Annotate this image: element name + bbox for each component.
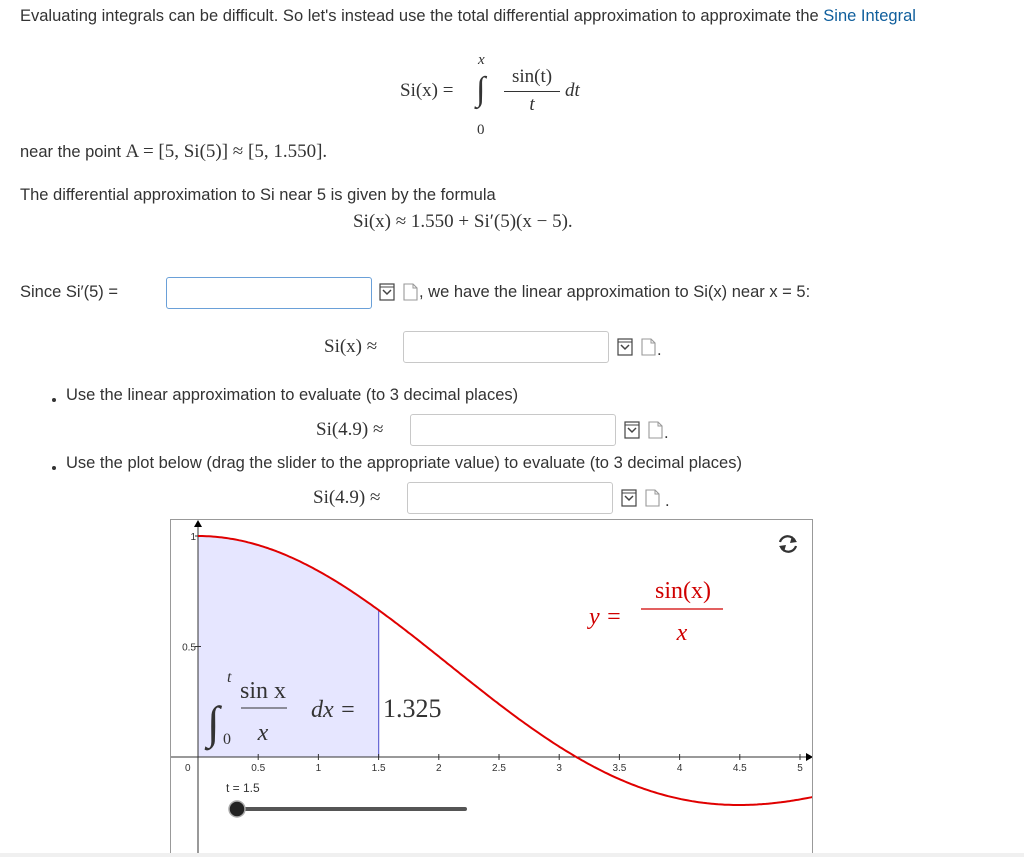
preview-icon[interactable] [617, 338, 633, 356]
point-line [20, 141, 327, 163]
si-prime-answer-input[interactable] [166, 277, 372, 309]
si49-plot-answer-input[interactable] [407, 482, 613, 514]
plot-canvas[interactable] [171, 520, 813, 855]
preview-icon[interactable] [621, 489, 637, 507]
page-bottom-bar [0, 853, 1024, 857]
plot-integrand-numerator: sin x [239, 678, 287, 704]
origin-label: 0 [185, 763, 191, 774]
plot-integral-dx: dx = [311, 697, 356, 723]
plot-integrand-denominator: x [257, 720, 269, 746]
integral-upper-limit: x [478, 52, 485, 68]
integral-lower-limit: 0 [477, 122, 485, 138]
refresh-icon[interactable] [779, 536, 797, 552]
diff-formula: Si(x) ≈ 1.550 + Si′(5)(x − 5). [353, 211, 573, 232]
x-tick-label: 4 [676, 763, 683, 774]
geogebra-plot[interactable] [170, 519, 813, 855]
x-tick-label: 2 [436, 763, 442, 774]
integrand-numerator: sin(t) [511, 66, 553, 87]
preview-icon[interactable] [624, 421, 640, 439]
integral-shaded-region [198, 536, 379, 757]
x-tick-label: 3 [556, 763, 562, 774]
integrand-denominator: t [529, 94, 535, 115]
bullet-1-label: Si(4.9) ≈ [316, 419, 384, 440]
bullet-marker [52, 466, 56, 470]
x-tick-label: 4.5 [732, 763, 747, 774]
help-document-icon[interactable] [640, 338, 656, 356]
x-axis-arrow [806, 753, 813, 761]
fraction-bar [504, 91, 560, 92]
plot-integral-lower: 0 [223, 731, 231, 748]
y-axis-arrow [194, 520, 202, 527]
point-prefix: near the point [20, 143, 121, 161]
x-tick-label: 1 [315, 763, 322, 774]
plot-integral-sign: ∫ [207, 697, 220, 748]
linear-label: Si(x) ≈ [324, 336, 378, 357]
period: . [665, 492, 670, 510]
integral-dt: dt [565, 80, 580, 101]
since-label: Since Si′(5) = [20, 283, 119, 301]
linear-approx-answer-input[interactable] [403, 331, 609, 363]
help-document-icon[interactable] [402, 283, 418, 301]
intro-text: Evaluating integrals can be difficult. So let's instead use the total differential approximation to approximate the [20, 7, 819, 25]
bullet-1-text: Use the linear approximation to evaluate (to 3 decimal places) [66, 386, 519, 404]
si-lhs: Si(x) = [400, 80, 454, 101]
point-formula: A = [5, Si(5)] ≈ [5, 1.550]. [125, 141, 328, 162]
si49-linear-answer-input[interactable] [410, 414, 616, 446]
bullet-2-label: Si(4.9) ≈ [313, 487, 381, 508]
sine-integral-link[interactable]: Sine Integral [823, 7, 916, 25]
x-tick-label: 3.5 [612, 763, 627, 774]
help-document-icon[interactable] [644, 489, 660, 507]
period: . [657, 341, 662, 359]
bullet-marker [52, 398, 56, 402]
plot-integral-value: 1.325 [383, 694, 442, 723]
integral-sign: ∫ [476, 71, 486, 108]
diff-text: The differential approximation to Si near 5 is given by the formula [20, 186, 496, 204]
function-label-denominator: x [676, 620, 688, 646]
y-tick-label: 1 [190, 532, 196, 543]
plot-integral-upper: t [227, 669, 232, 686]
x-tick-label: 1.5 [371, 763, 386, 774]
y-tick-label: 0.5 [182, 642, 196, 654]
preview-icon[interactable] [379, 283, 395, 301]
x-tick-label: 2.5 [492, 763, 506, 774]
bullet-2-text: Use the plot below (drag the slider to the appropriate value) to evaluate (to 3 decimal places) [66, 454, 742, 472]
function-label-numerator: sin(x) [655, 578, 711, 604]
slider-handle[interactable] [229, 801, 245, 817]
since-suffix: , we have the linear approximation to Si(x) near x = 5: [419, 283, 811, 301]
slider-label: t = 1.5 [226, 781, 260, 795]
period: . [664, 424, 669, 442]
x-tick-label: 0.5 [251, 763, 266, 774]
help-document-icon[interactable] [647, 421, 663, 439]
function-label-lhs: y = [589, 604, 622, 630]
intro-paragraph [20, 4, 980, 28]
x-tick-label: 5 [797, 763, 803, 774]
